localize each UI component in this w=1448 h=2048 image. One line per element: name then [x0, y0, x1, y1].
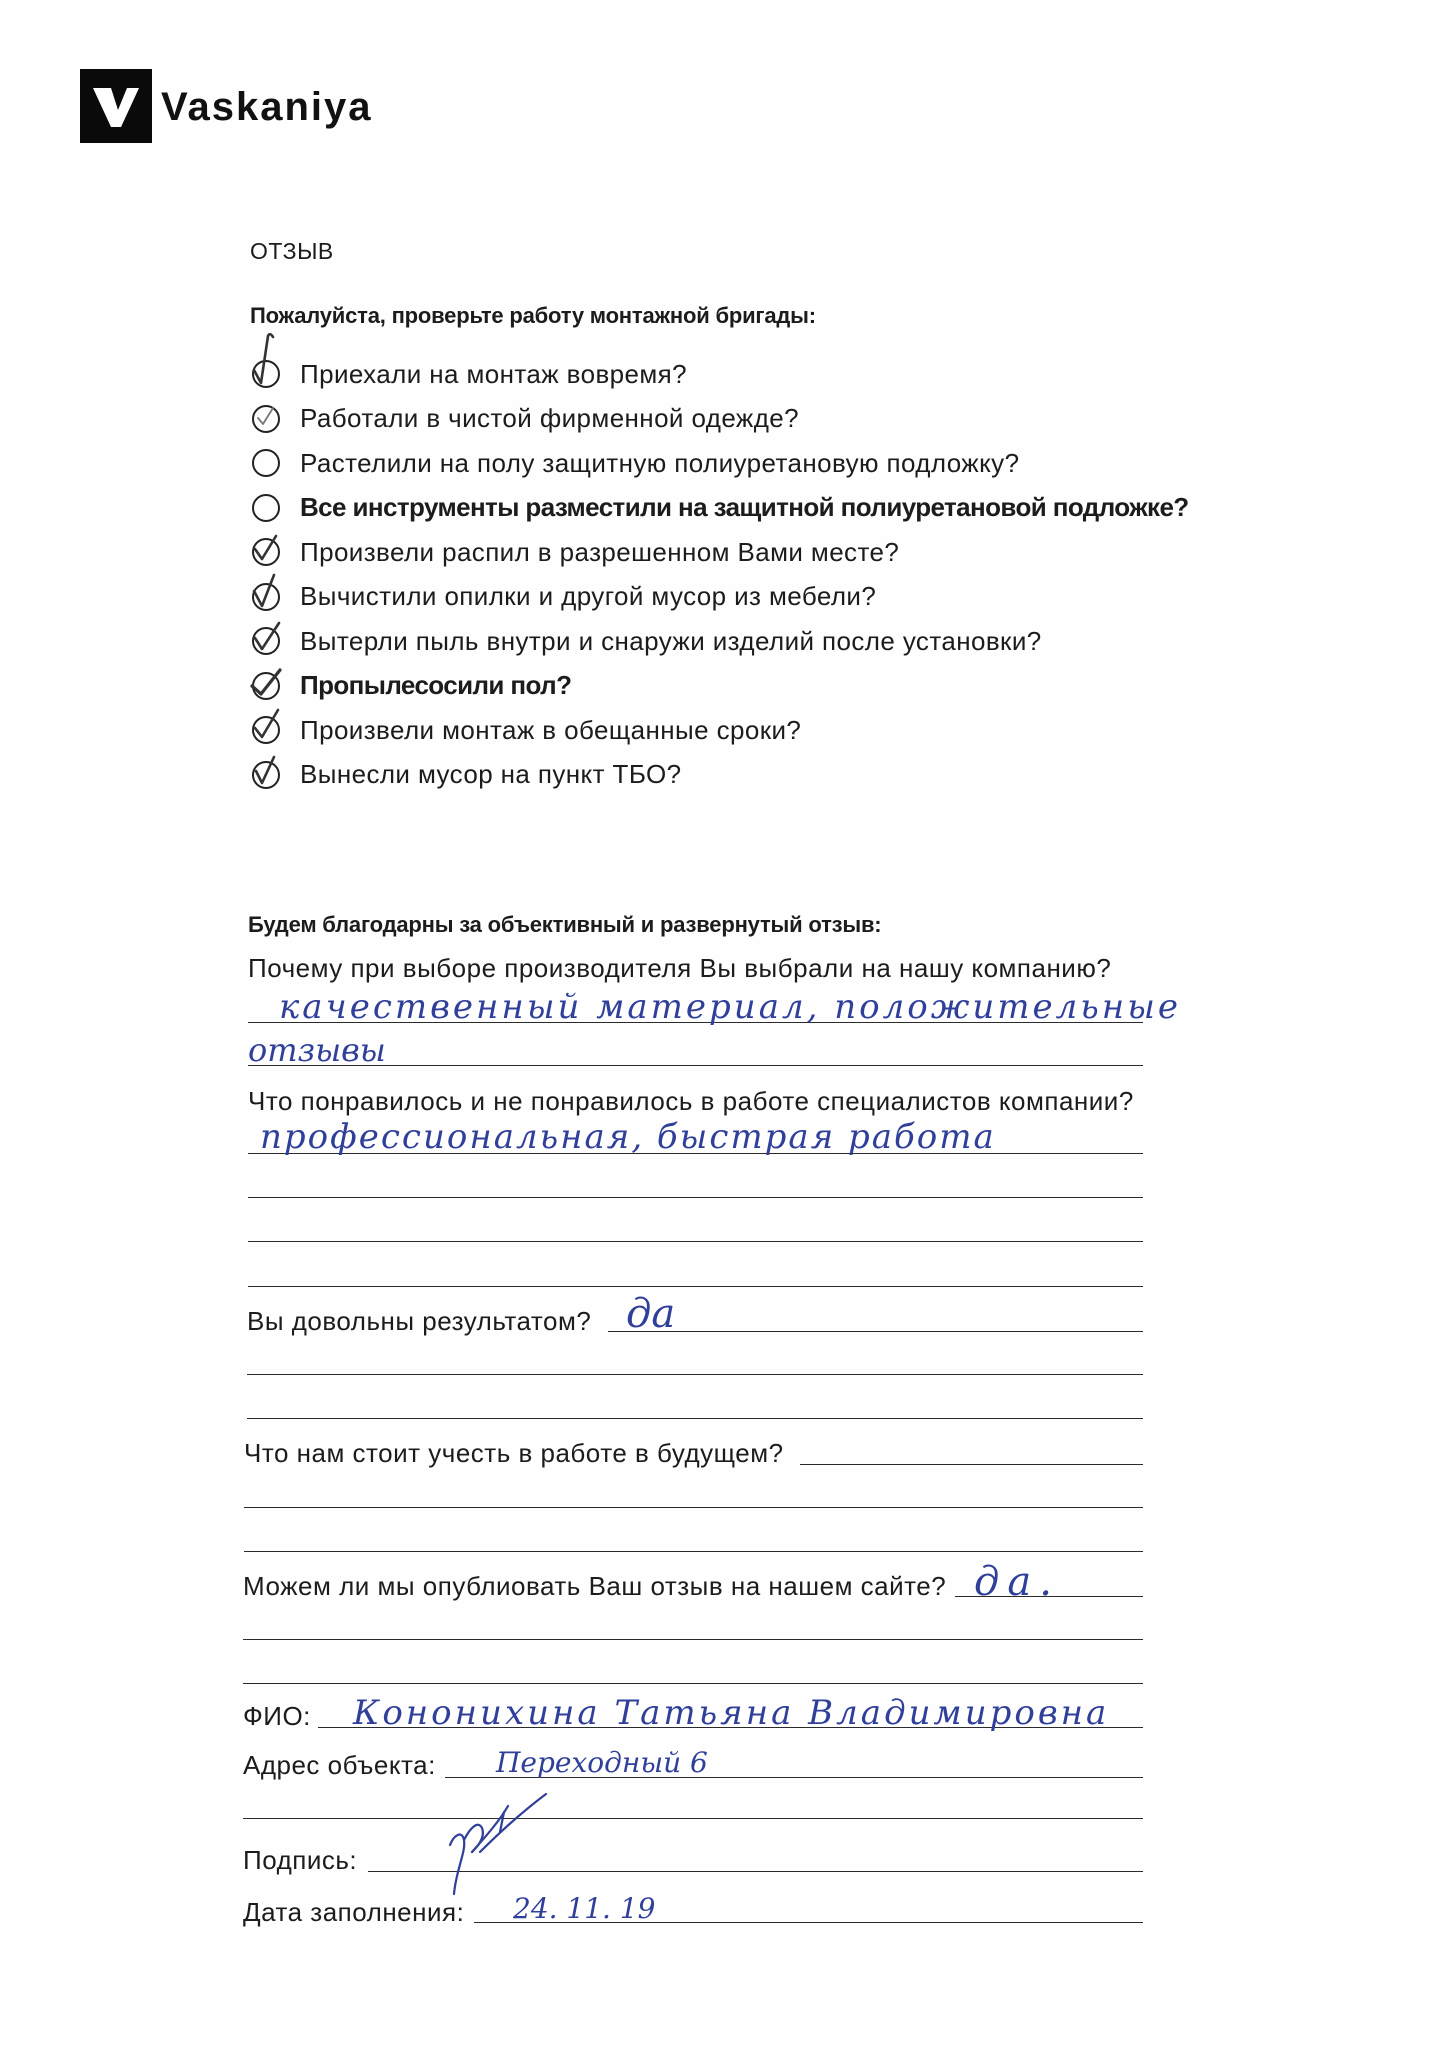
- date-label: Дата заполнения:: [243, 1897, 465, 1927]
- checkmark-icon: [246, 658, 286, 706]
- answer-line: [248, 1241, 1143, 1242]
- checklist-item-label: Пропылесосили пол?: [300, 670, 572, 701]
- checklist-item-label: Произвели распил в разрешенном Вами месте?: [300, 536, 900, 567]
- answer-line: [800, 1464, 1143, 1465]
- checkmark-icon: [246, 747, 286, 795]
- checkbox-circle: [252, 449, 280, 477]
- full-name-label: ФИО:: [243, 1701, 311, 1731]
- checkbox-circle: [252, 494, 280, 522]
- question-liked-disliked: Что понравилось и не понравилось в работе специалистов компании?: [248, 1086, 1134, 1116]
- checklist-item: [252, 708, 1189, 753]
- checklist-item: [252, 753, 1189, 798]
- answer-line: [247, 1374, 1143, 1375]
- brand-name: Vaskaniya: [161, 85, 373, 129]
- answer-satisfied: да: [626, 1291, 676, 1337]
- checkbox-circle: [252, 583, 280, 611]
- checkbox-circle: [252, 405, 280, 433]
- checkbox-circle: [252, 716, 280, 744]
- answer-why-chose-us-line1: качественный материал, положительные: [279, 987, 1182, 1027]
- answer-line: [608, 1331, 1143, 1332]
- checklist-item-label: Вычистили опилки и другой мусор из мебели?: [300, 581, 877, 612]
- checklist-item: [252, 441, 1189, 486]
- checklist-item: [252, 397, 1189, 442]
- answer-line: [247, 1418, 1143, 1419]
- checklist-item-label: Растелили на полу защитную полиуретановую подложку?: [300, 447, 1020, 478]
- address-label: Адрес объекта:: [243, 1750, 436, 1780]
- answer-liked-disliked: профессиональная, быстрая работа: [260, 1117, 996, 1157]
- answer-line: [248, 1197, 1143, 1198]
- full-name-value: Кононихина Татьяна Владимировна: [353, 1693, 1110, 1733]
- checkmark-icon: [246, 524, 286, 572]
- checklist-item: [252, 619, 1189, 664]
- checklist-heading: Пожалуйста, проверьте работу монтажной бригады:: [250, 303, 816, 328]
- checkmark-icon: [246, 702, 286, 750]
- answer-line: [248, 1286, 1143, 1287]
- checkbox-circle: [252, 538, 280, 566]
- v-logo-icon: [80, 69, 152, 143]
- checklist-item-label: Произвели монтаж в обещанные сроки?: [300, 714, 802, 745]
- checklist-item: [252, 664, 1189, 709]
- date-value: 24. 11. 19: [513, 1892, 656, 1925]
- answer-line: [244, 1507, 1143, 1508]
- checkmark-icon: [246, 613, 286, 661]
- address-value: Переходный 6: [496, 1746, 708, 1779]
- feedback-heading: Будем благодарны за объективный и развернутый отзыв:: [248, 912, 882, 937]
- checkbox-circle: [252, 627, 280, 655]
- answer-line: [243, 1683, 1143, 1684]
- checklist-item: [252, 486, 1189, 531]
- checklist-item: [252, 352, 1189, 397]
- checkmark-icon: [246, 569, 286, 617]
- checkmark-icon: [246, 346, 286, 394]
- checklist-item-label: Вынесли мусор на пункт ТБО?: [300, 759, 682, 790]
- checkbox-circle: [252, 672, 280, 700]
- form-title: ОТЗЫВ: [250, 238, 334, 264]
- checkbox-circle: [252, 761, 280, 789]
- checklist-item-label: Все инструменты разместили на защитной полиуретановой подложке?: [300, 492, 1189, 523]
- checklist-item: [252, 575, 1189, 620]
- signature-scribble: [440, 1790, 560, 1902]
- checkmark-icon: [246, 391, 286, 439]
- signature-label: Подпись:: [243, 1845, 358, 1875]
- checklist-item-label: Вытерли пыль внутри и снаружи изделий после установки?: [300, 625, 1042, 656]
- checkbox-circle: [252, 360, 280, 388]
- answer-line: [243, 1818, 1143, 1819]
- checklist: [252, 352, 1189, 797]
- answer-line: [243, 1639, 1143, 1640]
- question-publish-consent: Можем ли мы опублиовать Ваш отзыв на нашем сайте?: [243, 1571, 947, 1601]
- answer-publish-consent: да.: [974, 1559, 1060, 1605]
- answer-line: [244, 1551, 1143, 1552]
- question-future-improvements: Что нам стоит учесть в работе в будущем?: [244, 1438, 784, 1468]
- checklist-item: [252, 530, 1189, 575]
- checklist-item-label: Работали в чистой фирменной одежде?: [300, 403, 799, 434]
- question-why-chose-us: Почему при выборе производителя Вы выбрали на нашу компанию?: [248, 953, 1112, 983]
- question-satisfied: Вы довольны результатом?: [247, 1306, 592, 1336]
- checklist-item-label: Приехали на монтаж вовремя?: [300, 358, 688, 389]
- answer-why-chose-us-line2: отзывы: [248, 1031, 386, 1069]
